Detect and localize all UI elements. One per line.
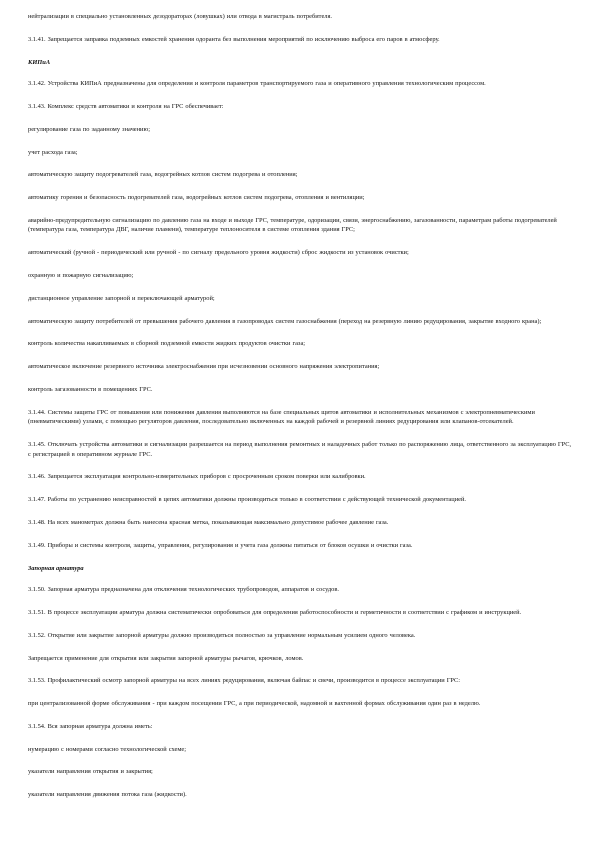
paragraph-3-1-47: 3.1.47. Работы по устранению неисправностей в цепях автоматики должны производиться только в соответствии с действующей технической документацией. — [28, 496, 466, 504]
list-item-open-close-indicators: указатели направления открытия и закрытия; — [28, 768, 153, 776]
paragraph-3-1-46: 3.1.46. Запрещается эксплуатация контрольно-измерительных приборов с просроченным сроком поверки или калибровки. — [28, 473, 366, 481]
paragraph-3-1-43: 3.1.43. Комплекс средств автоматики и контроля на ГРС обеспечивает: — [28, 102, 224, 110]
section-heading-valves: Запорная арматура — [28, 564, 84, 572]
paragraph-3-1-49: 3.1.49. Приборы и системы контроля, защиты, управления, регулирования и учета газа должны питаться от блоков осушки и очистки газа. — [28, 541, 413, 549]
list-item-alarm-signaling: аварийно-предупредительную сигнализацию по давлению газа на входе и выходе ГРС, температуре, одоризации, связи, энергоснабжению, загазованности, параметрам работы подогревателей (температура газа, температура ДВГ, наличие пламени), температуре теплоносителя в системе отопления здания ГРС; — [28, 216, 557, 234]
list-item-liquid-control: контроль количества накапливаемых в сборной подземной емкости жидких продуктов очистки газа; — [28, 340, 306, 348]
document-page — [28, 12, 573, 813]
paragraph-3-1-52: 3.1.52. Открытие или закрытие запорной арматуры должно производиться полностью за управление нормальным усилием одного человека. — [28, 631, 416, 639]
paragraph-1: нейтрализации в специально установленных дезодораторах (ловушках) или отвода в магистраль потребителя. — [28, 13, 333, 20]
list-item-gas-contamination: контроль загазованности в помещениях ГРС. — [28, 385, 153, 393]
paragraph-service-frequency: при централизованной форме обслуживания - при каждом посещении ГРС, а при периодической, надомной и вахтенной формах обслуживания один раз в неделю. — [28, 700, 481, 708]
list-item-gas-metering: учет расхода газа; — [28, 148, 78, 156]
paragraph-3-1-54: 3.1.54. Вся запорная арматура должна иметь: — [28, 722, 153, 730]
paragraph-3-1-45: 3.1.45. Отключать устройства автоматики и сигнализации разрешается на период выполнения ремонтных и наладочных работ только по распоряжению лица, ответственного за эксплуатацию ГРС, с регистрацией в оперативном журнале ГРС. — [28, 441, 572, 458]
paragraph-3-1-44: 3.1.44. Системы защиты ГРС от повышения или понижения давления выполняются на базе специальных щитов автоматики и исполнительных механизмов с электропневматическими (пневматическими) узлами, с помощью регуляторов давления, последовательно включенных на каждой рабочей и резервной линиях редуцирования или клапанов-отсекателей. — [28, 408, 535, 426]
list-item-remote-control: дистанционное управление запорной и переключающей арматурой; — [28, 294, 215, 302]
section-heading-kipia: КИПиА — [28, 58, 51, 66]
list-item-flow-direction: указатели направления движения потока газа (жидкости). — [28, 791, 187, 799]
paragraph-3-1-48: 3.1.48. На всех манометрах должна быть нанесена красная метка, показывающая максимально допустимое рабочее давление газа. — [28, 519, 389, 526]
list-item-backup-power: автоматическое включение резервного источника электроснабжения при исчезновении основного напряжения электропитания; — [28, 363, 380, 371]
paragraph-3-1-42: 3.1.42. Устройства КИПиА предназначены для определения и контроля параметров транспортируемого газа и оперативного управления технологическим процессом. — [28, 80, 486, 88]
list-item-numbering: нумерацию с номерами согласно технологической схеме; — [28, 745, 186, 753]
paragraph-3-1-41: 3.1.41. Запрещается заправка подземных емкостей хранения одоранта без выполнения мероприятий по исключению выброса его паров в атмосферу. — [28, 35, 440, 43]
paragraph-prohibition-levers: Запрещается применение для открытия или закрытия запорной арматуры рычагов, крючков, ломов. — [28, 654, 304, 662]
list-item-overpressure-protection: автоматическую защиту потребителей от превышения рабочего давления в газопроводах систем газоснабжения (переход на резервную линию редуцирования, закрытие входного крана); — [28, 317, 542, 325]
list-item-combustion-automation: автоматику горения и безопасность подогревателей газа, водогрейных котлов систем подогрева, отопления и вентиляции; — [28, 194, 365, 202]
list-item-heater-protection: автоматическую защиту подогревателей газа, водогрейных котлов систем подогрева и отопления; — [28, 171, 298, 179]
list-item-fire-alarm: охранную и пожарную сигнализацию; — [28, 272, 134, 279]
paragraph-3-1-53: 3.1.53. Профилактический осмотр запорной арматуры на всех линиях редуцирования, включая байпас и свечи, производится в процессе эксплуатации ГРС: — [28, 677, 461, 685]
paragraph-3-1-51: 3.1.51. В процессе эксплуатации арматура должна систематически опробоваться для определения работоспособности и герметичности в соответствии с графиком и инструкцией. — [28, 608, 522, 616]
list-item-regulation: регулирование газа по заданному значению; — [28, 125, 151, 133]
list-item-liquid-discharge: автоматический (ручной - периодический или ручной - по сигналу предельного уровня жидкости) сброс жидкости из установок очистки; — [28, 249, 409, 257]
paragraph-3-1-50: 3.1.50. Запорная арматура предназначена для отключения технологических трубопроводов, аппаратов и сосудов. — [28, 586, 339, 594]
